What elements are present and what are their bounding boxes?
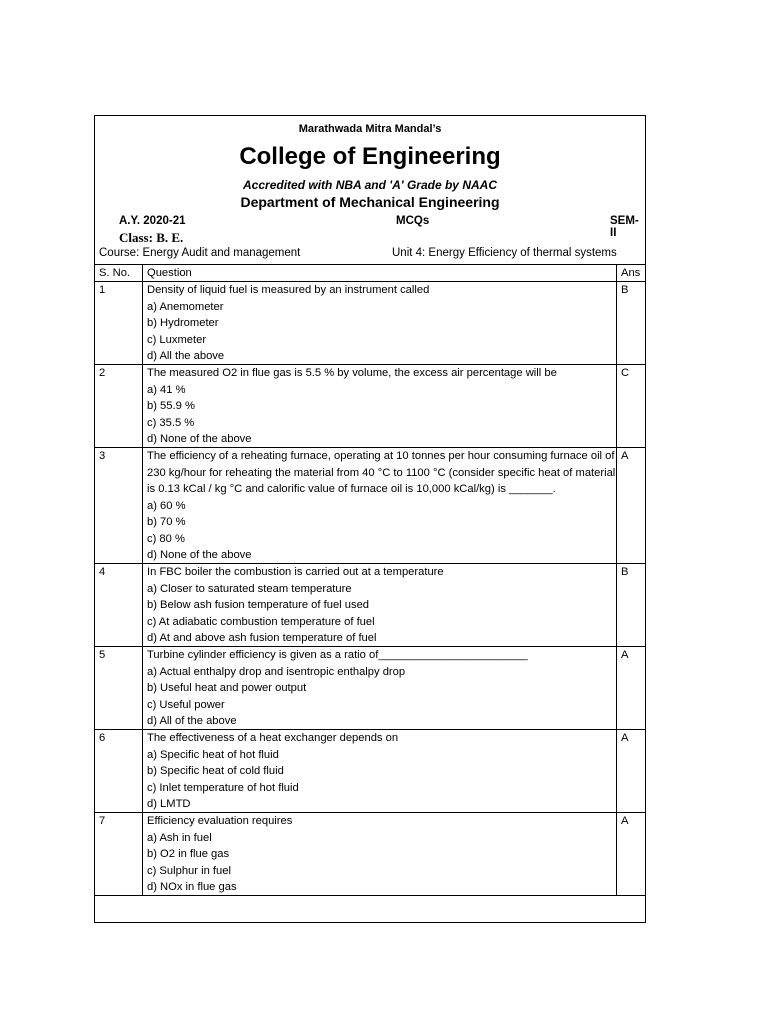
- row-number: 7: [95, 813, 143, 896]
- option-text: b) Specific heat of cold fluid: [147, 765, 284, 778]
- table-row: [95, 647, 646, 730]
- row-number: 5: [95, 647, 143, 730]
- class-label: Class: B. E.: [119, 230, 184, 245]
- option-text: d) All the above: [147, 350, 225, 363]
- option-text: c) 35.5 %: [147, 416, 195, 429]
- option-text: d) None of the above: [147, 433, 252, 446]
- paper-type: MCQs: [396, 215, 430, 227]
- option-text: a) 60 %: [147, 499, 186, 512]
- option-text: c) Luxmeter: [147, 333, 207, 346]
- table-row: [95, 730, 646, 813]
- option-text: a) Closer to saturated steam temperature: [147, 582, 352, 595]
- society-name: Marathwada Mitra Mandal’s: [298, 123, 442, 135]
- option-text: a) 41 %: [147, 383, 186, 396]
- row-number: 3: [95, 448, 143, 564]
- header-ans: Ans: [617, 265, 646, 282]
- academic-year: A.Y. 2020-21: [119, 215, 186, 227]
- answer-cell: B: [617, 282, 646, 365]
- unit-name: Unit 4: Energy Efficiency of thermal systems: [392, 247, 617, 259]
- table-row: [95, 448, 646, 564]
- question-text: In FBC boiler the combustion is carried out at a temperature: [147, 566, 444, 579]
- question-text: Efficiency evaluation requires: [147, 815, 293, 828]
- table-header-row: [95, 265, 646, 282]
- option-text: b) 55.9 %: [147, 400, 195, 413]
- question-text: Density of liquid fuel is measured by an instrument called: [147, 284, 430, 297]
- option-text: d) At and above ash fusion temperature of fuel: [147, 631, 377, 644]
- college-title: College of Engineering: [239, 143, 501, 170]
- option-text: a) Actual enthalpy drop and isentropic enthalpy drop: [147, 665, 406, 678]
- question-cell: [143, 282, 617, 365]
- row-number: 2: [95, 365, 143, 448]
- row-number: 6: [95, 730, 143, 813]
- table-row: [95, 282, 646, 365]
- option-text: c) 80 %: [147, 532, 185, 545]
- course-name: Course: Energy Audit and management: [99, 247, 301, 259]
- table-row: [95, 813, 646, 896]
- option-text: a) Specific heat of hot fluid: [147, 748, 279, 761]
- option-text: c) Inlet temperature of hot fluid: [147, 781, 299, 794]
- table-row: [95, 365, 646, 448]
- option-text: a) Anemometer: [147, 300, 224, 313]
- question-text: Turbine cylinder efficiency is given as a ratio of________________________: [147, 649, 528, 662]
- option-text: d) None of the above: [147, 548, 252, 561]
- question-cell: [143, 813, 617, 896]
- question-text: The effectiveness of a heat exchanger depends on: [147, 732, 399, 745]
- option-text: b) Hydrometer: [147, 317, 219, 330]
- option-text: b) Below ash fusion temperature of fuel used: [147, 599, 370, 612]
- question-text: The measured O2 in flue gas is 5.5 % by volume, the excess air percentage will be: [147, 367, 557, 380]
- header-question: Question: [143, 265, 617, 282]
- option-text: c) At adiabatic combustion temperature of fuel: [147, 615, 375, 628]
- table-row: [95, 564, 646, 647]
- document-frame: [94, 115, 646, 923]
- semester: SEM-II: [610, 215, 639, 239]
- row-number: 1: [95, 282, 143, 365]
- answer-cell: A: [617, 647, 646, 730]
- question-cell: [143, 448, 617, 564]
- option-text: b) O2 in flue gas: [147, 848, 230, 861]
- option-text: c) Sulphur in fuel: [147, 864, 231, 877]
- answer-cell: A: [617, 448, 646, 564]
- option-text: c) Useful power: [147, 698, 225, 711]
- question-cell: [143, 365, 617, 448]
- option-text: d) All of the above: [147, 714, 237, 727]
- option-text: d) LMTD: [147, 798, 191, 810]
- answer-cell: A: [617, 813, 646, 896]
- question-cell: [143, 647, 617, 730]
- header-sno: S. No.: [95, 265, 143, 282]
- option-text: a) Ash in fuel: [147, 831, 212, 844]
- question-text: The efficiency of a reheating furnace, operating at 10 tonnes per hour consuming furnace oil of 230 kg/hour for reheating the material from 40 °C to 1100 °C (consider specific heat of material is 0.13 kCal / kg °C and calorific value of furnace oil is 10,000 kCal/kg) is _______.: [147, 450, 616, 496]
- accreditation-line: Accredited with NBA and 'A' Grade by NAAC: [243, 178, 497, 192]
- question-cell: [143, 730, 617, 813]
- question-cell: [143, 564, 617, 647]
- option-text: d) NOx in flue gas: [147, 881, 237, 894]
- department-title: Department of Mechanical Engineering: [240, 194, 500, 210]
- answer-cell: A: [617, 730, 646, 813]
- answer-cell: C: [617, 365, 646, 448]
- option-text: b) 70 %: [147, 516, 186, 529]
- mcq-table: [94, 264, 646, 896]
- answer-cell: B: [617, 564, 646, 647]
- row-number: 4: [95, 564, 143, 647]
- option-text: b) Useful heat and power output: [147, 682, 307, 695]
